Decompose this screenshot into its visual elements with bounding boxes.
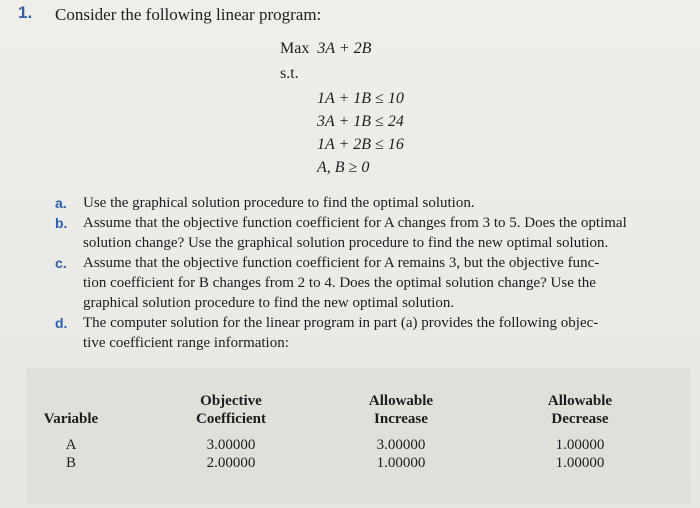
header-allowable-decrease-1: Allowable [547,393,613,409]
constraint-1: 1A + 1B ≤ 10 [317,90,404,107]
part-text-line: Use the graphical solution procedure to find the optimal solution. [83,195,475,211]
constraint-2: 3A + 1B ≤ 24 [317,113,404,130]
part-label: d. [55,315,68,331]
constraint-3: 1A + 2B ≤ 16 [317,136,404,153]
part-text-line: tive coefficient range information: [83,335,289,351]
objective-function [280,40,371,58]
objective-expression: 3A + 2B [317,40,372,57]
subject-to-label: s.t. [280,65,299,82]
header-variable: Variable [43,411,99,427]
part-text-line: solution change? Use the graphical solution procedure to find the new optimal solution. [83,235,609,251]
part-text-line: Assume that the objective function coefficient for A changes from 3 to 5. Does the optimal [83,215,627,231]
objective-coefficient-range-table [26,368,690,504]
header-allowable-increase-2: Increase [374,411,428,427]
part-text-line: The computer solution for the linear program in part (a) provides the following objec- [83,315,599,331]
part-label: b. [55,215,68,231]
cell-decrease-a: 1.00000 [555,437,605,453]
cell-decrease-b: 1.00000 [555,455,605,471]
part-label: a. [55,195,67,211]
part-label: c. [55,255,67,271]
cell-increase-a: 3.00000 [376,437,426,453]
part-text-line: tion coefficient for B changes from 2 to 4. Does the optimal solution change? Use the [83,275,596,291]
question-prompt: Consider the following linear program: [55,5,322,24]
header-allowable-decrease-2: Decrease [551,411,609,427]
cell-variable-a: A [65,437,77,453]
cell-increase-b: 1.00000 [376,455,426,471]
question-number: 1. [18,3,33,22]
part-text-line: Assume that the objective function coefficient for A remains 3, but the objective func- [83,255,600,271]
cell-variable-b: B [65,455,76,471]
header-objective: Objective [200,393,262,409]
cell-coefficient-b: 2.00000 [206,455,256,471]
header-coefficient: Coefficient [196,411,266,427]
part-text-line: graphical solution procedure to find the new optimal solution. [83,295,455,311]
nonnegativity-constraint: A, B ≥ 0 [317,159,370,176]
cell-coefficient-a: 3.00000 [206,437,256,453]
objective-max-label: Max [280,40,310,57]
header-allowable-increase-1: Allowable [368,393,434,409]
